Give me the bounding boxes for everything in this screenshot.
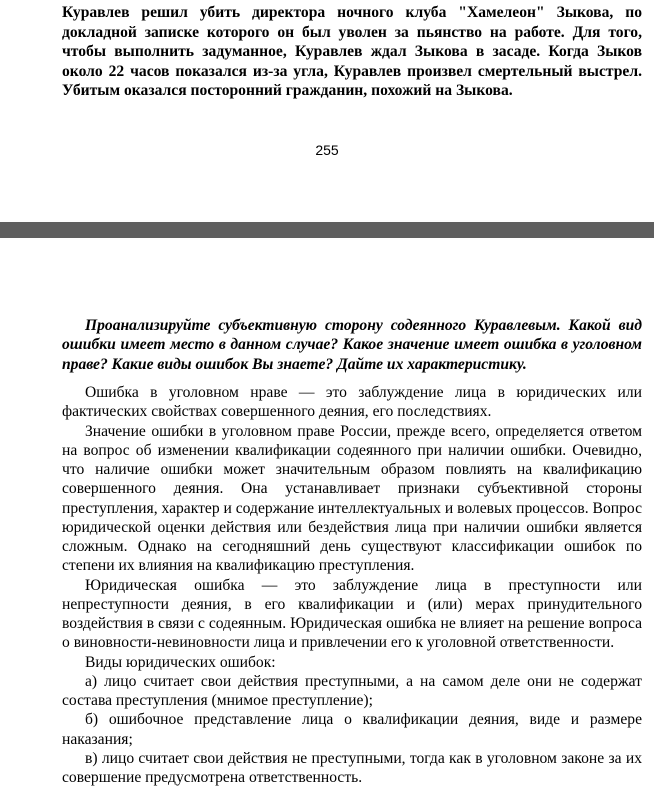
answer-text	[62, 383, 642, 787]
case-description-paragraph: Куравлев решил убить директора ночного клуба "Хамелеон" Зыкова, по докладной записке которого он был уволен за пьянство на работе. Для того, чтобы выполнить задуманное, Куравлев ждал Зыкова в засаде. Когда Зыков около 22 часов показался из-за угла, Куравлев произвел смертельный выстрел. Убитым оказался посторонний гражданин, похожий на Зыкова.	[62, 4, 642, 100]
document-page-upper	[0, 0, 654, 222]
page-separator	[0, 222, 654, 238]
task-question: Проанализируйте субъективную сторону содеянного Куравлевым. Какой вид ошибки имеет место в данном случае? Какое значение имеет ошибка в уголовном праве? Какие виды ошибок Вы знаете? Дайте их характеристику.	[62, 317, 642, 373]
paragraph-significance: Значение ошибки в уголовном праве России, прежде всего, определяется ответом на вопрос об изменении квалификации содеянного при наличии ошибки. Очевидно, что наличие ошибки может значительным образом повлиять на квалификацию совершенного деяния. Она устанавливает признаки субъективной стороны преступления, характер и содержание интеллектуальных и волевых процессов. Вопрос юридической оценки действия или бездействия лица при наличии ошибки является сложным. Однако на сегодняшний день существуют классификации ошибок по степени их влияния на квалификацию преступления.	[62, 422, 643, 575]
list-item-c: в) лицо считает свои действия не преступными, тогда как в уголовном законе за их совершение предусмотрена ответственность.	[62, 749, 642, 786]
paragraph-legal-error: Юридическая ошибка — это заблуждение лица в преступности или непреступности деяния, в его квалификации и (или) мерах принудительного воздействия в связи с содеянным. Юридическая ошибка не влияет на решение вопроса о виновности-невиновности лица и привлечении его к уголовной ответственности.	[62, 576, 642, 652]
paragraph-types-heading: Виды юридических ошибок:	[85, 653, 276, 671]
document-page-lower	[0, 238, 654, 786]
list-item-b: б) ошибочное представление лица о квалификации деяния, виде и размере наказания;	[62, 711, 642, 748]
paragraph-definition: Ошибка в уголовном нраве — это заблуждение лица в юридических или фактических свойствах совершенного деяния, его последствиях.	[62, 384, 642, 421]
page-number: 255	[315, 142, 339, 158]
list-item-a: а) лицо считает свои действия преступными, а на самом деле они не содержат состава преступления (мнимое преступление);	[62, 672, 642, 709]
